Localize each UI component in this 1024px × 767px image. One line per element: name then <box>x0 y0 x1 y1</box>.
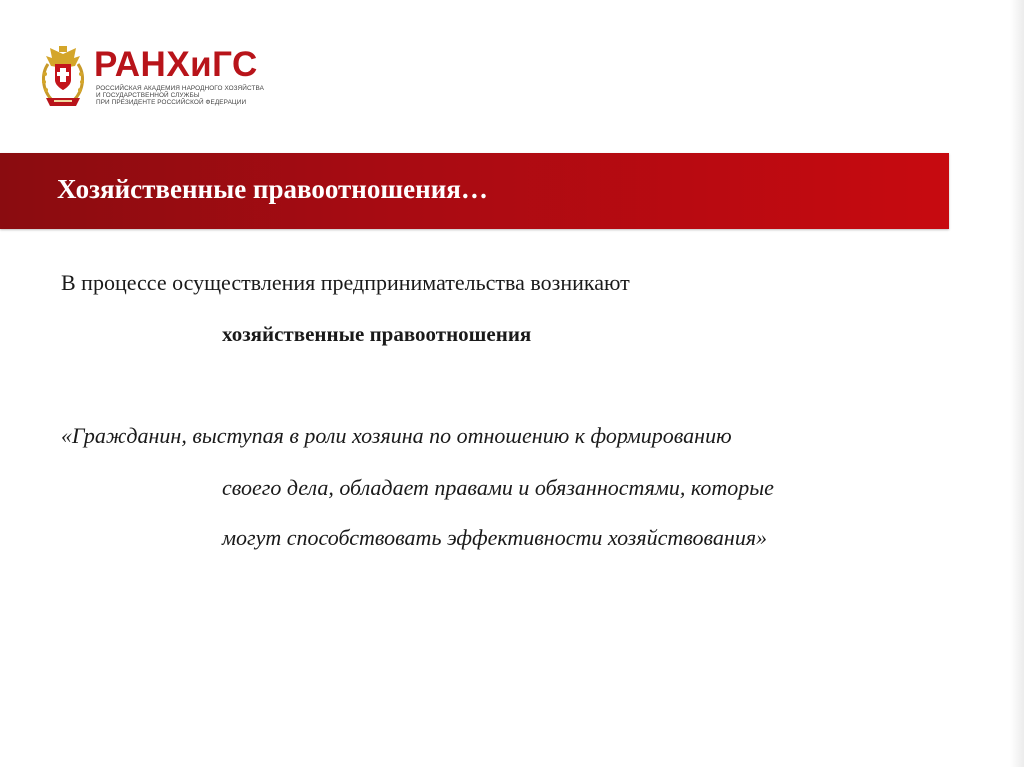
logo <box>38 44 264 110</box>
highlight-term: хозяйственные правоотношения <box>222 322 532 346</box>
logo-subtitle-line: И ГОСУДАРСТВЕННОЙ СЛУЖБЫ <box>96 92 200 99</box>
logo-title: РАНХиГС <box>94 45 258 84</box>
quote-line: «Гражданин, выступая в роли хозяина по отношению к формированию <box>61 423 732 448</box>
logo-subtitle-line: ПРИ ПРЕЗИДЕНТЕ РОССИЙСКОЙ ФЕДЕРАЦИИ <box>96 99 247 106</box>
slide-title: Хозяйственные правоотношения… <box>57 174 488 204</box>
coat-of-arms-emblem-icon <box>38 44 88 110</box>
slide-edge-shadow <box>1010 0 1024 767</box>
intro-line: В процессе осуществления предпринимательства возникают <box>61 270 630 295</box>
quote-line: могут способствовать эффективности хозяйствования» <box>222 525 768 550</box>
quote-line: своего дела, обладает правами и обязанностями, которые <box>222 475 774 500</box>
logo-subtitle-line: РОССИЙСКАЯ АКАДЕМИЯ НАРОДНОГО ХОЗЯЙСТВА <box>96 85 264 92</box>
